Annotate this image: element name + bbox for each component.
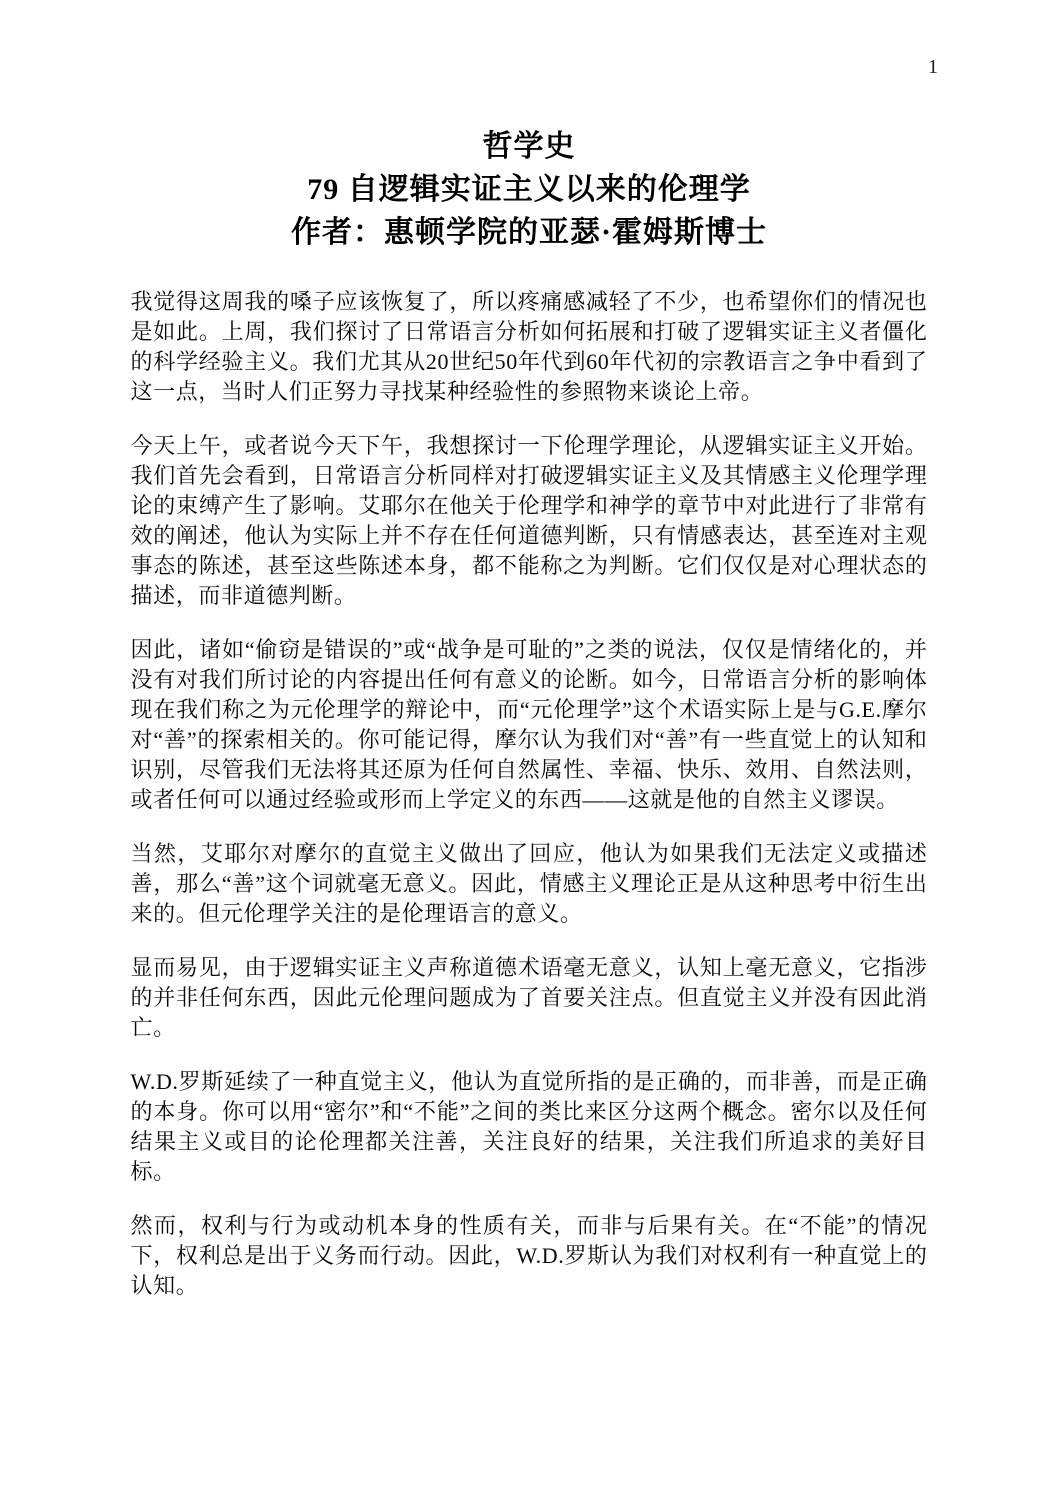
paragraph-6: W.D.罗斯延续了一种直觉主义，他认为直觉所指的是正确的，而非善，而是正确的本身。你可以用“密尔”和“不能”之间的类比来区分这两个概念。密尔以及任何结果主义或目的论伦理都关注善，关注良好的结果，关注我们所追求的美好目标。	[130, 1069, 928, 1184]
document-body	[131, 287, 928, 1301]
paragraph-2: 今天上午，或者说今天下午，我想探讨一下伦理学理论，从逻辑实证主义开始。我们首先会看到，日常语言分析同样对打破逻辑实证主义及其情感主义伦理学理论的束缚产生了影响。艾耶尔在他关于伦理学和神学的章节中对此进行了非常有效的阐述，他认为实际上并不存在任何道德判断，只有情感表达，甚至连对主观事态的陈述，甚至这些陈述本身，都不能称之为判断。它们仅仅是对心理状态的描述，而非道德判断。	[130, 433, 928, 608]
document-title: 哲学史	[482, 130, 576, 163]
paragraph-4: 当然，艾耶尔对摩尔的直觉主义做出了回应，他认为如果我们无法定义或描述善，那么“善”这个词就毫无意义。因此，情感主义理论正是从这种思考中衍生出来的。但元伦理学关注的是伦理语言的意义。	[130, 841, 928, 926]
document-header	[0, 125, 1058, 254]
paragraph-3: 因此，诸如“偷窃是错误的”或“战争是可耻的”之类的说法，仅仅是情绪化的，并没有对我们所讨论的内容提出任何有意义的论断。如今，日常语言分析的影响体现在我们称之为元伦理学的辩论中，而“元伦理学”这个术语实际上是与G.E.摩尔对“善”的探索相关的。你可能记得，摩尔认为我们对“善”有一些直觉上的认知和识别，尽管我们无法将其还原为任何自然属性、幸福、快乐、效用、自然法则，或者任何可以通过经验或形而上学定义的东西——这就是他的自然主义谬误。	[130, 637, 928, 812]
document-author: 作者：惠顿学院的亚瑟·霍姆斯博士	[290, 216, 767, 249]
document-subtitle: 79 自逻辑实证主义以来的伦理学	[307, 173, 751, 206]
paragraph-1: 我觉得这周我的嗓子应该恢复了，所以疼痛感减轻了不少，也希望你们的情况也是如此。上周，我们探讨了日常语言分析如何拓展和打破了逻辑实证主义者僵化的科学经验主义。我们尤其从20世纪50年代到60年代初的宗教语言之争中看到了这一点，当时人们正努力寻找某种经验性的参照物来谈论上帝。	[130, 289, 928, 404]
paragraph-5: 显而易见，由于逻辑实证主义声称道德术语毫无意义，认知上毫无意义，它指涉的并非任何东西，因此元伦理问题成为了首要关注点。但直觉主义并没有因此消亡。	[130, 955, 928, 1040]
paragraph-7: 然而，权利与行为或动机本身的性质有关，而非与后果有关。在“不能”的情况下，权利总是出于义务而行动。因此，W.D.罗斯认为我们对权利有一种直觉上的认知。	[130, 1213, 928, 1298]
page-number: 1	[928, 56, 938, 78]
